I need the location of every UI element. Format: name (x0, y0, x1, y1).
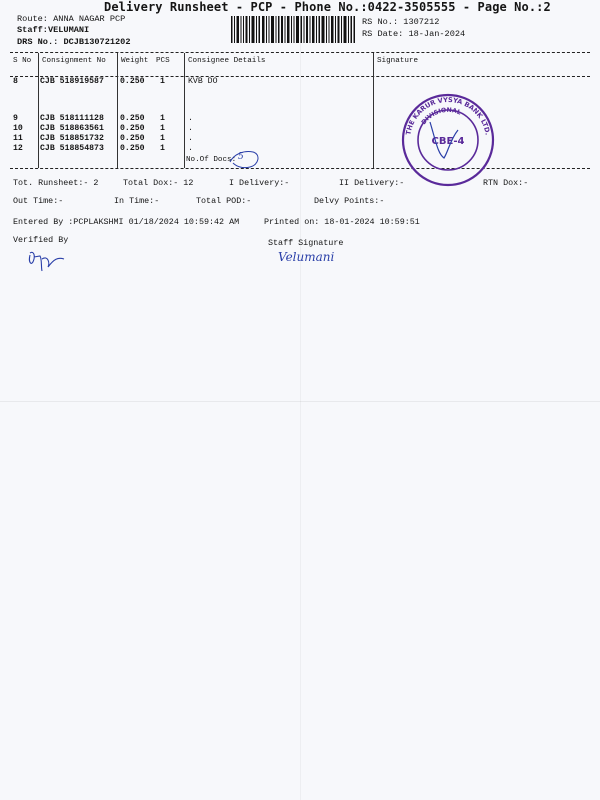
stamp-outer-text: THE KARUR VYSYA BANK LTD. (404, 95, 492, 136)
rs-date-value: 18-Jan-2024 (408, 29, 466, 39)
row-pcs: 1 (160, 114, 165, 123)
staff-line (17, 25, 89, 35)
row-consignment: CJB 518851732 (40, 134, 104, 143)
row-details: . (188, 114, 193, 123)
row-weight: 0.250 (120, 114, 145, 123)
drs-value: DCJB130721202 (63, 37, 131, 47)
route-line (17, 14, 125, 24)
row-weight: 0.250 (120, 124, 145, 133)
header-consignment: Consignment No (42, 57, 106, 65)
verified-by-label: Verified By (13, 235, 69, 245)
row-consignment: CJB 518854873 (40, 144, 104, 153)
bank-rubber-stamp (400, 92, 496, 188)
i-delivery: I Delivery:- (229, 178, 290, 188)
col-divider-1 (38, 53, 39, 168)
tot-runsheet: Tot. Runsheet:- 2 (13, 178, 99, 188)
row-sno: 11 (13, 134, 23, 143)
in-time: In Time:- (114, 196, 160, 206)
rs-no-label: RS No.: (362, 17, 399, 27)
row-details: . (188, 134, 193, 143)
rtn-dox: RTN Dox:- (483, 178, 529, 188)
printed-on: Printed on: 18-01-2024 10:59:51 (264, 217, 420, 227)
drs-label: DRS No.: (17, 37, 59, 47)
row-sno: 10 (13, 124, 23, 133)
row-pcs: 1 (160, 144, 165, 153)
drs-line (17, 37, 130, 47)
total-dox: Total Dox:- 12 (123, 178, 194, 188)
col-divider-2 (117, 53, 118, 168)
rs-date-label: RS Date: (362, 29, 404, 39)
route-label: Route: (17, 14, 48, 24)
row-weight: 0.250 (120, 144, 145, 153)
staff-signature-label: Staff Signature (268, 238, 344, 248)
staff-signature-handwritten: Velumani (278, 250, 335, 264)
header-pcs: PCS (156, 57, 170, 65)
header-weight: Weight (121, 57, 149, 65)
rs-no-line (362, 17, 439, 27)
row-consignment: CJB 518111128 (40, 114, 104, 123)
stamp-top-text: DIVISIONAL (420, 106, 462, 127)
row-weight: 0.250 (120, 134, 145, 143)
svg-text:THE KARUR VYSYA BANK LTD. (404, 96, 491, 136)
paper-fold-vertical (300, 0, 301, 800)
ii-delivery: II Delivery:- (339, 178, 405, 188)
docs-count-label: No.Of Docs: (186, 156, 237, 164)
staff-value: VELUMANI (47, 25, 90, 35)
out-time: Out Time:- (13, 196, 64, 206)
row-sno: 12 (13, 144, 23, 153)
paper-fold-horizontal (0, 401, 600, 402)
col-divider-4 (373, 53, 374, 168)
docs-count-handwritten-digit: 5 (238, 152, 244, 162)
row-sno: 9 (13, 114, 18, 123)
rs-no-value: 1307212 (403, 17, 440, 27)
barcode (231, 16, 355, 43)
row-sno: 8 (13, 77, 18, 86)
col-divider-3 (184, 53, 185, 168)
row-weight: 0.250 (120, 77, 145, 86)
row-consignment: CJB 518863561 (40, 124, 104, 133)
entered-by: Entered By :PCPLAKSHMI 01/18/2024 10:59:42 AM (13, 217, 240, 227)
header-consignee: Consignee Details (188, 57, 266, 65)
row-details: . (188, 144, 193, 153)
row-pcs: 1 (160, 134, 165, 143)
staff-label: Staff: (17, 25, 48, 35)
row-details: . (188, 124, 193, 133)
rs-date-line (362, 29, 465, 39)
page-title: Delivery Runsheet - PCP - Phone No.:0422-3505555 - Page No.:2 (104, 0, 551, 14)
header-sno: S No (13, 57, 32, 65)
row-pcs: 1 (160, 77, 165, 86)
delvy-points: Delvy Points:- (314, 196, 385, 206)
row-consignment: CJB 518919587 (40, 77, 104, 86)
table-top-rule (10, 52, 590, 53)
docs-count-handwriting (226, 148, 262, 175)
verified-by-signature (24, 245, 72, 275)
total-pod: Total POD:- (196, 196, 252, 206)
header-signature: Signature (377, 57, 419, 65)
stamp-center-text: CBE-4 (431, 136, 465, 147)
route-value: ANNA NAGAR PCP (53, 14, 126, 24)
table-bottom-rule (10, 168, 590, 169)
row-details: KVB DO (188, 77, 218, 86)
row-pcs: 1 (160, 124, 165, 133)
